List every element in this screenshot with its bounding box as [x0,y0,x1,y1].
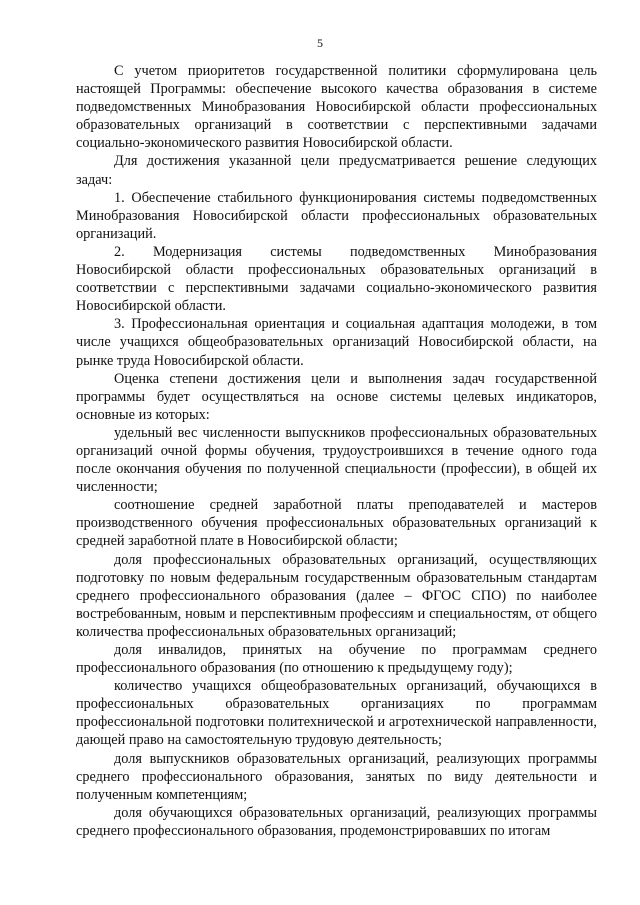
paragraph-indicator: количество учащихся общеобразовательных организаций, обучающихся в профессиональных образовательных организациях по программам профессиональной подготовки политехнической и агротехнической направленности, дающей право на самостоятельную трудовую деятельность; [76,678,597,749]
paragraph-task-1: 1. Обеспечение стабильного функционирования системы подведомственных Минобразования Новосибирской области профессиональных образовательных организаций. [76,189,597,242]
paragraph-indicator: доля обучающихся образовательных организаций, реализующих программы среднего профессионального образования, продемонстрировавших по итогам [76,804,597,839]
paragraph-indicators-intro: Оценка степени достижения цели и выполнения задач государственной программы будет осуществляться на основе системы целевых индикаторов, основные из которых: [76,370,597,423]
paragraph-indicator: доля инвалидов, принятых на обучение по программам среднего профессионального образования (по отношению к предыдущему году); [76,642,597,677]
paragraph-indicator: удельный вес численности выпускников профессиональных образовательных организаций очной формы обучения, трудоустроившихся в течение одного года после окончания обучения по полученной специальности (профессии), в общей их численности; [76,424,597,496]
paragraph-indicator: соотношение средней заработной платы преподавателей и мастеров производственного обучения профессиональных образовательных организаций к средней заработной плате в Новосибирской области; [76,497,597,550]
paragraph-goal: С учетом приоритетов государственной политики сформулирована цель настоящей Программы: обеспечение высокого качества образования в системе подведомственных Минобразования Новосибирской области профессиональных образовательных организаций в соответствии с перспективными задачами социально-экономического развития Новосибирской области. [76,63,597,152]
paragraph-task-2: 2. Модернизация системы подведомственных Минобразования Новосибирской области профессиональных образовательных организаций в соответствии с перспективными задачами социально-экономического развития Новосибирской области. [76,243,597,315]
paragraph-tasks-intro: Для достижения указанной цели предусматривается решение следующих задач: [76,153,597,188]
page-number: 5 [317,36,323,50]
paragraph-task-3: 3. Профессиональная ориентация и социальная адаптация молодежи, в том числе учащихся общеобразовательных организаций Новосибирской области, на рынке труда Новосибирской области. [76,316,597,369]
document-body [76,62,597,840]
paragraph-indicator: доля выпускников образовательных организаций, реализующих программы среднего профессионального образования, занятых по виду деятельности и полученным компетенциям; [76,750,597,803]
paragraph-indicator: доля профессиональных образовательных организаций, осуществляющих подготовку по новым федеральным государственным образовательным стандартам среднего профессионального образования (далее – ФГОС СПО) по наиболее востребованным, новым и перспективным профессиям и специальностям, от общего количества профессиональных образовательных организаций; [76,551,597,640]
